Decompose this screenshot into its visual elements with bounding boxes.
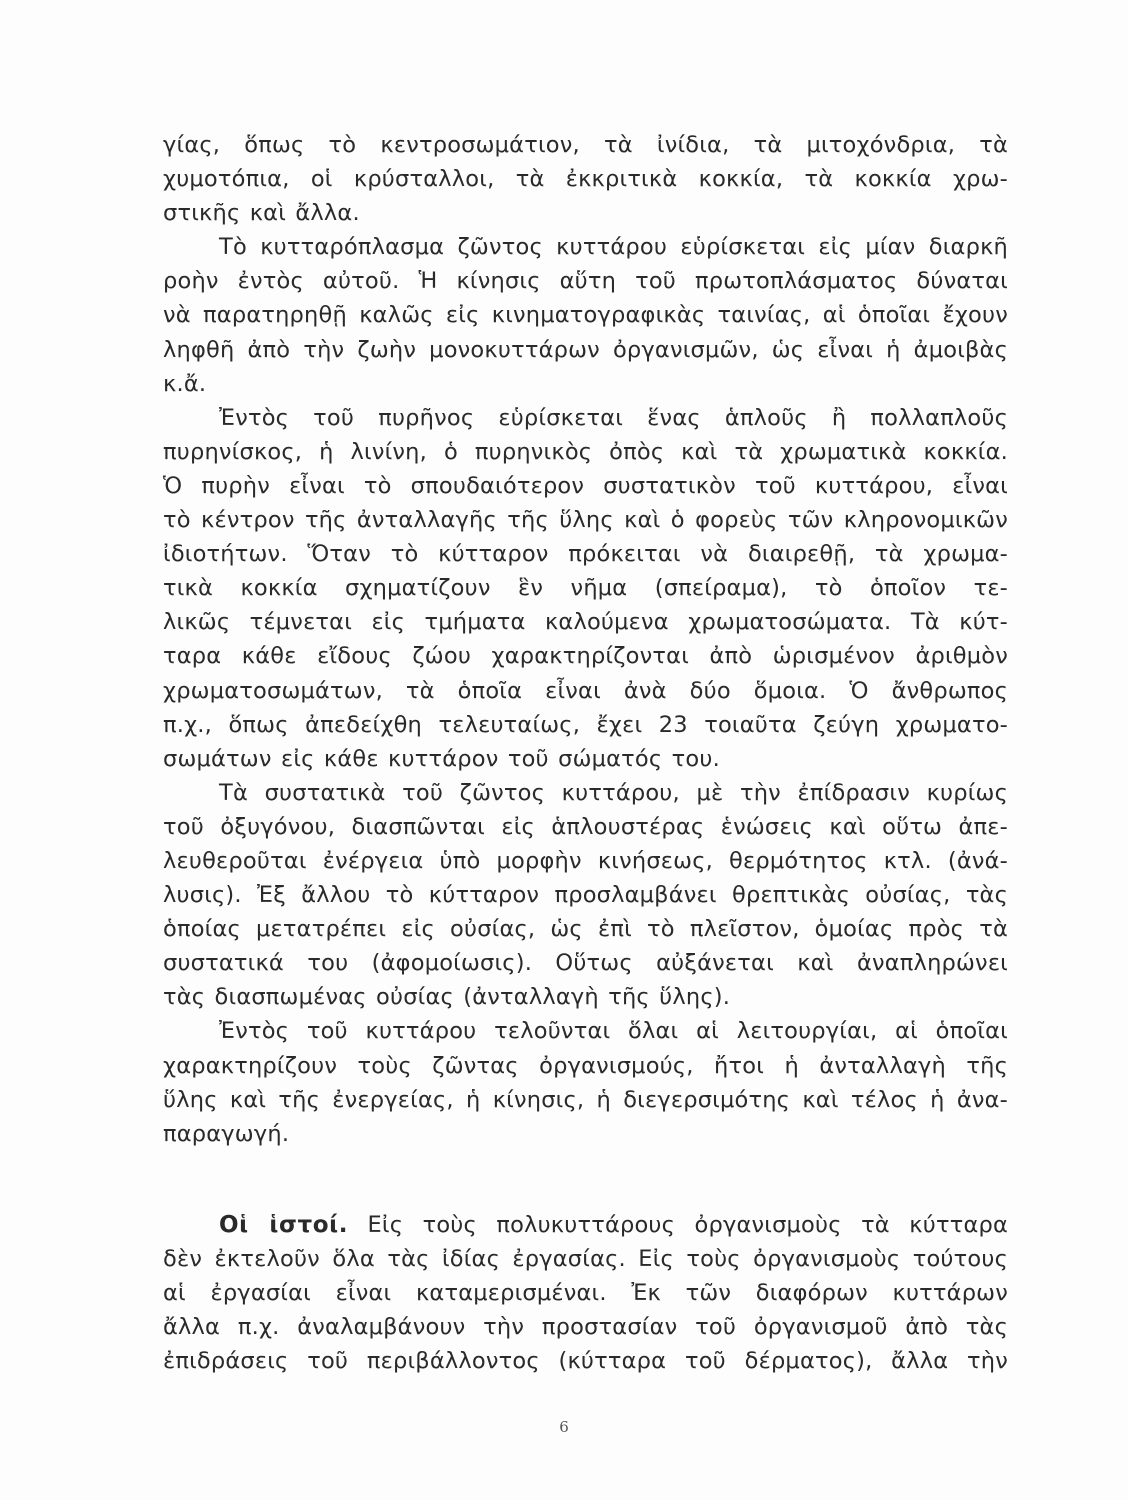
text-line: Ἐντὸς τοῦ κυττάρου τελοῦνται ὅλαι αἱ λειτουργίαι, αἱ ὁποῖαι [219,1018,1008,1045]
text-line: πυρηνίσκος, ἡ λινίνη, ὁ πυρηνικὸς ὀπὸς καὶ τὰ χρωματικὰ κοκκία. [163,438,1008,465]
tissues-section [163,1208,1008,1378]
text-line: κ.ἄ. [163,370,207,397]
text-line: ληφθῆ ἀπὸ τὴν ζωὴν μονοκυττάρων ὀργανισμῶν, ὡς εἶναι ἡ ἀμοιβὰς [163,336,1008,363]
text-line: τὸ κέντρον τῆς ἀνταλλαγῆς τῆς ὕλης καὶ ὁ φορεὺς τῶν κληρονομικῶν [163,507,1008,534]
text-line: ἄλλα π.χ. ἀναλαμβάνουν τὴν προστασίαν τοῦ ὀργανισμοῦ ἀπὸ τὰς [163,1314,1008,1341]
text-line: ταρα κάθε εἴδους ζώου χαρακτηρίζονται ἀπὸ ὡρισμένον ἀριθμὸν [163,643,1008,670]
text-line: δὲν ἐκτελοῦν ὅλα τὰς ἰδίας ἐργασίας. Εἰς τοὺς ὀργανισμοὺς τούτους [163,1246,1008,1273]
text-line: χυμοτόπια, οἱ κρύσταλλοι, τὰ ἐκκριτικὰ κοκκία, τὰ κοκκία χρω- [163,166,1008,193]
text-line: Ὁ πυρὴν εἶναι τὸ σπουδαιότερον συστατικὸν τοῦ κυττάρου, εἶναι [163,472,1008,499]
text-line: ἐπιδράσεις τοῦ περιβάλλοντος (κύτταρα τοῦ δέρματος), ἄλλα τὴν [163,1348,1008,1375]
text-line: λυσις). Ἐξ ἄλλου τὸ κύτταρον προσλαμβάνει θρεπτικὰς οὐσίας, τὰς [163,882,1008,909]
text-line: Ἐντὸς τοῦ πυρῆνος εὑρίσκεται ἕνας ἁπλοῦς ἢ πολλαπλοῦς [219,404,1008,431]
text-line: νὰ παρατηρηθῇ καλῶς εἰς κινηματογραφικὰς ταινίας, αἱ ὁποῖαι ἔχουν [163,302,1008,329]
text-line: στικῆς καὶ ἄλλα. [163,200,360,227]
text-line: ροὴν ἐντὸς αὐτοῦ. Ἡ κίνησις αὕτη τοῦ πρωτοπλάσματος δύναται [163,268,1008,295]
text-line: Τὸ κυτταρόπλασμα ζῶντος κυττάρου εὑρίσκεται εἰς μίαν διαρκῆ [219,234,1008,261]
text-line: τικὰ κοκκία σχηματίζουν ἓν νῆμα (σπείραμα), τὸ ὁποῖον τε- [163,575,1008,602]
text-line: χαρακτηρίζουν τοὺς ζῶντας ὀργανισμούς, ἤτοι ἡ ἀνταλλαγὴ τῆς [163,1052,1008,1079]
text-line: Τὰ συστατικὰ τοῦ ζῶντος κυττάρου, μὲ τὴν ἐπίδρασιν κυρίως [219,779,1008,806]
text-line: τὰς διασπωμένας οὐσίας (ἀνταλλαγὴ τῆς ὕλης). [163,984,731,1011]
section-first-line [163,1208,1008,1242]
text-line: τοῦ ὀξυγόνου, διασπῶνται εἰς ἁπλουστέρας ἑνώσεις καὶ οὕτω ἀπε- [163,813,1008,840]
body-text [163,128,1008,1151]
text-line: γίας, ὅπως τὸ κεντροσωμάτιον, τὰ ἰνίδια, τὰ μιτοχόνδρια, τὰ [163,132,1008,158]
text-line: ὁποίας μετατρέπει εἰς οὐσίας, ὡς ἐπὶ τὸ πλεῖστον, ὁμοίας πρὸς τὰ [163,916,1008,943]
text-line: σωμάτων εἰς κάθε κυττάρον τοῦ σώματός του. [163,745,720,772]
text-line: παραγωγή. [163,1120,290,1147]
section-first-line-text: Εἰς τοὺς πολυκυττάρους ὀργανισμοὺς τὰ κύτταρα [367,1212,1008,1238]
text-line: ἰδιοτήτων. Ὅταν τὸ κύτταρον πρόκειται νὰ διαιρεθῇ, τὰ χρωμα- [163,541,1008,568]
text-line: συστατικά του (ἀφομοίωσις). Οὕτως αὐξάνεται καὶ ἀναπληρώνει [163,950,1008,977]
text-line: χρωματοσωμάτων, τὰ ὁποῖα εἶναι ἀνὰ δύο ὅμοια. Ὁ ἄνθρωπος [163,677,1008,704]
text-line: λευθεροῦται ἐνέργεια ὑπὸ μορφὴν κινήσεως, θερμότητος κτλ. (ἀνά- [163,847,1008,874]
page-number: 6 [559,1418,569,1436]
text-line: αἱ ἐργασίαι εἶναι καταμερισμέναι. Ἐκ τῶν διαφόρων κυττάρων [163,1280,1008,1307]
text-line: π.χ., ὅπως ἀπεδείχθη τελευταίως, ἔχει 23 τοιαῦτα ζεύγη χρωματο- [163,711,1008,738]
text-line: ὕλης καὶ τῆς ἐνεργείας, ἡ κίνησις, ἡ διεγερσιμότης καὶ τέλος ἡ ἀνα- [163,1086,1008,1113]
section-heading: Οἱ ἱστοί. [219,1212,349,1238]
text-line: λικῶς τέμνεται εἰς τμήματα καλούμενα χρωματοσώματα. Τὰ κύτ- [163,609,1008,636]
